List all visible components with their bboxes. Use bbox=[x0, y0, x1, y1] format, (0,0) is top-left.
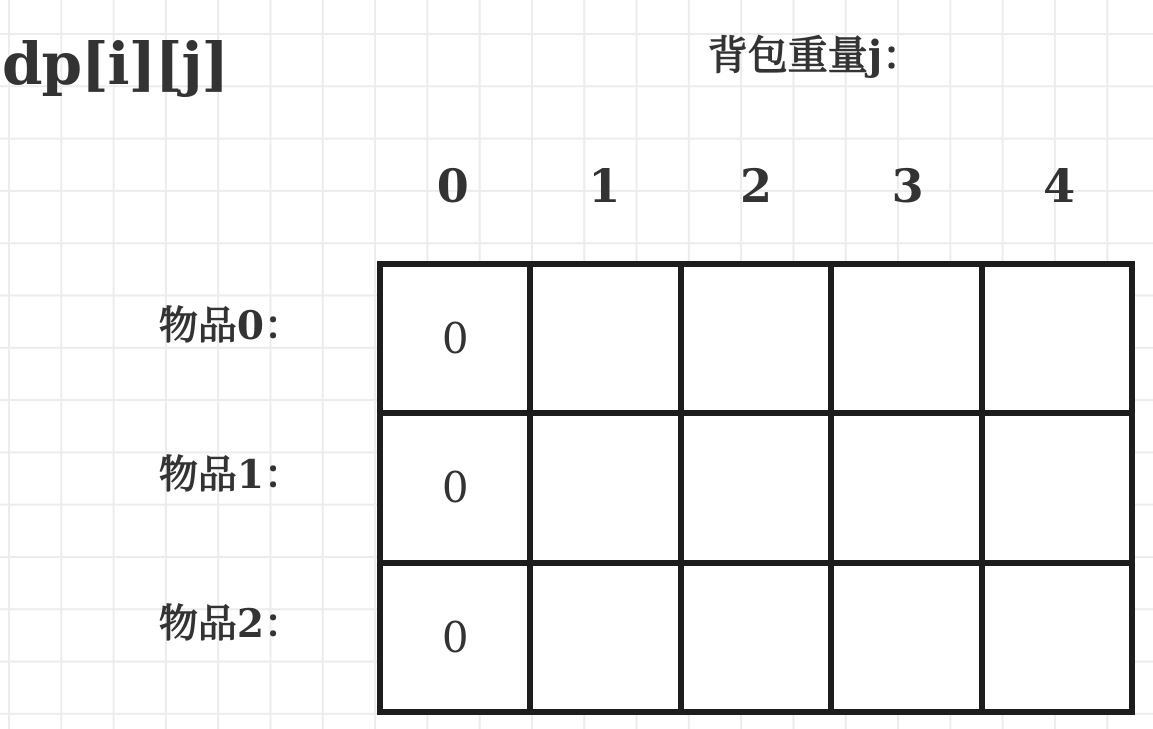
dp-cell-r1c4 bbox=[982, 413, 1132, 562]
dp-cell-r2c1 bbox=[530, 563, 680, 712]
dp-cell-r0c1 bbox=[530, 264, 680, 413]
row-label-item1-text: 物品1： bbox=[158, 451, 303, 498]
column-header-4: 4 bbox=[1043, 159, 1076, 213]
dp-cell-r2c3 bbox=[831, 563, 981, 712]
dp-cell-r1c1 bbox=[530, 413, 680, 562]
dp-cell-r2c2 bbox=[681, 563, 831, 712]
dp-cell-r0c0: 0 bbox=[380, 264, 530, 413]
knapsack-weight-label: 背包重量j： bbox=[707, 32, 923, 79]
dp-array-title: dp[i][j] bbox=[2, 30, 228, 98]
row-label-column bbox=[0, 261, 303, 709]
column-header-row bbox=[377, 155, 1135, 217]
row-label-item1 bbox=[0, 410, 303, 559]
column-header-2: 2 bbox=[739, 159, 772, 213]
row-label-item0-text: 物品0： bbox=[158, 302, 303, 349]
dp-cell-r1c3 bbox=[831, 413, 981, 562]
column-header-1: 1 bbox=[588, 159, 621, 213]
row-label-item0 bbox=[0, 261, 303, 410]
dp-cell-r0c2 bbox=[681, 264, 831, 413]
column-header-3: 3 bbox=[891, 159, 924, 213]
row-label-item2 bbox=[0, 560, 303, 709]
row-label-item2-text: 物品2： bbox=[158, 601, 303, 648]
dp-cell-r0c4 bbox=[982, 264, 1132, 413]
column-header-0: 0 bbox=[436, 159, 469, 213]
dp-cell-r2c0: 0 bbox=[380, 563, 530, 712]
dp-value-table bbox=[377, 261, 1135, 715]
dp-cell-r2c4 bbox=[982, 563, 1132, 712]
dp-cell-r1c2 bbox=[681, 413, 831, 562]
dp-cell-r1c0: 0 bbox=[380, 413, 530, 562]
dp-cell-r0c3 bbox=[831, 264, 981, 413]
